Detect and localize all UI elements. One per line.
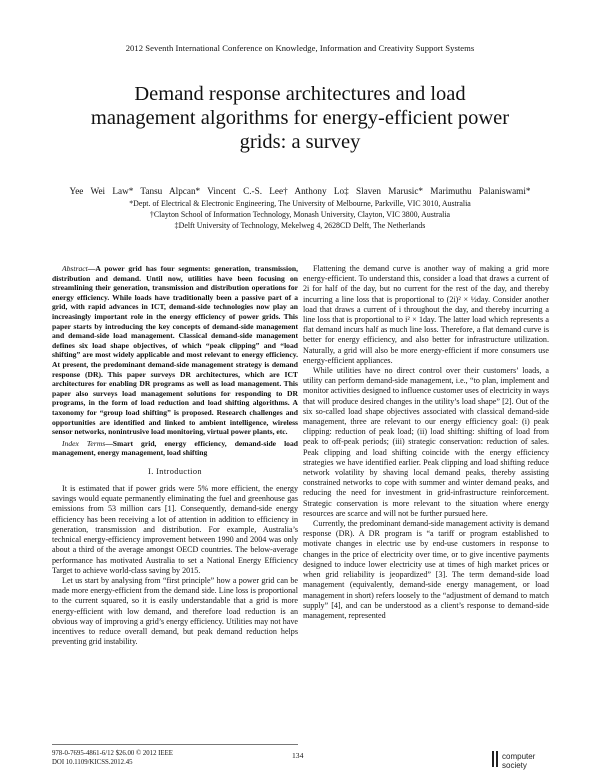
abstract xyxy=(52,264,298,437)
abstract-text: —A power grid has four segments: generation, transmission, distribution and demand. Until now, utilities have been focusing on streamlining their generation, transmission and distribution operations for energy efficiency. While loads have traditionally been a passive part of a grid, with rapid advances in ICT, demand-side technologies now play an increasingly important role in the energy efficiency of power grids. This paper starts by introducing the key concepts of demand-side management and demand-side load management. Classical demand-side management defines six load shape objectives, of which “peak clipping” and “load shifting” are most widely applicable and most relevant to energy efficiency. At present, the predominant demand-side management strategy is demand response (DR). This paper surveys DR architectures, which are ICT architectures for enabling DR programs as well as load management. This paper also surveys load management solutions for responding to DR programs, in the form of load reduction and load shifting algorithms. A taxonomy for “group load shifting” is proposed. Research challenges and opportunities are identified and linked to ambient intelligence, wireless sensor networks, nonintrusive load monitoring, virtual power plants, etc. xyxy=(52,264,298,437)
paper-title xyxy=(40,82,560,154)
conference-header: 2012 Seventh International Conference on Knowledge, Information and Creativity Support Systems xyxy=(125,43,475,53)
body-paragraph: Currently, the predominant demand-side management activity is demand response (DR). A DR program is “a tariff or program established to motivate changes in electric use by end-use customers in response to changes in the price of electricity over time, or to give incentive payments designed to induce lower electricity use at times of high market prices or when grid reliability is jeopardized” [3]. The term demand-side load management (equivalently, demand-side energy management, or load management in short) refers loosely to the “adjustment of demand to match supply” [4], and can be understood as a client’s response to demand-side management, represented xyxy=(303,519,549,620)
logo-bar xyxy=(492,751,494,767)
abstract-label: Abstract xyxy=(62,264,88,273)
right-column xyxy=(303,264,549,621)
logo-text-bottom: society xyxy=(502,761,527,770)
footer-rule xyxy=(52,744,298,745)
index-terms-label: Index Terms xyxy=(62,438,106,448)
logo-bar xyxy=(496,751,498,767)
body-paragraph: While utilities have no direct control over their customers’ loads, a utility can perform demand-side management, i.e., “to plan, implement and monitor activities designed to influence customer uses of electricity in ways that will produce desired changes in the utility’s load shape” [2]. Out of the six so-called load shape objectives associated with classical demand-side management, three are relevant to our energy efficiency goal: (i) peak clipping: reduction of peak load; (ii) load shifting: shifting of load from peak to off-peak periods; (iii) strategic conservation: reduction of sales. Peak clipping and load shifting coincide with the energy efficiency strategies we have identified earlier. Peak clipping and load shifting reduce network volatility by shaving local demand peaks, thereby assisting constrained networks to cope with summer and winter demand peaks, and reducing the need for investment in grid-infrastructure reinforcement. Strategic conservation is more relevant to the situation where energy resources are scarce and will not be further pursued here. xyxy=(303,366,549,518)
copyright-line: 978-0-7695-4861-6/12 $26.00 © 2012 IEEE xyxy=(52,750,173,757)
affiliation: *Dept. of Electrical & Electronic Engineering, The University of Melbourne, Parkville, VIC 3010, Australia xyxy=(129,199,471,208)
affiliation: †Clayton School of Information Technology, Monash University, Clayton, VIC 3800, Australia xyxy=(149,210,451,219)
index-terms-text: —Smart grid, energy efficiency, demand-side load management, energy management, load shifting xyxy=(52,438,298,458)
page-number: 134 xyxy=(292,751,304,760)
author-list: Yee Wei Law* Tansu Alpcan* Vincent C.-S. Lee† Anthony Lo‡ Slaven Marusic* Marimuthu Palaniswami* xyxy=(69,186,531,196)
computer-society-logo xyxy=(492,748,552,772)
left-column xyxy=(52,264,298,647)
logo-text-top: computer xyxy=(502,752,536,761)
title-line: grids: a survey xyxy=(239,131,361,153)
index-terms xyxy=(52,439,298,458)
doi-line: DOI 10.1109/KICSS.2012.45 xyxy=(52,759,133,766)
title-line: management algorithms for energy-efficient power xyxy=(90,107,510,129)
title-line: Demand response architectures and load xyxy=(134,83,466,105)
body-paragraph: Flattening the demand curve is another way of making a grid more energy-efficient. To understand this, consider a load that draws a current of 2i for half of the day, but no current for the rest of the day, and thereby incurring a line loss that is proportional to (2i)² × ½day. Consider another load that draws a current of i throughout the day, and thereby incurring a line loss that is proportional to i² × 1day. The latter load which represents a flat demand incurs half as much line loss. Therefore, a flat demand curve is better for energy efficiency, and also better for infrastructure utilization. Naturally, a grid will also be more energy-efficient if more consumers use energy-efficient appliances. xyxy=(303,264,549,365)
body-paragraph: Let us start by analysing from “first principle” how a power grid can be made more energy-efficient from the demand side. Line loss is proportional to the current squared, so it is easily understandable that a grid is more energy-efficient with low demand, and therefore load reduction is an obvious way of improving a grid’s energy efficiency. Utilities may not have incentives to reduce overall demand, but peak demand reduction helps preventing grid instability. xyxy=(52,575,298,647)
body-paragraph: It is estimated that if power grids were 5% more efficient, the energy savings would equate permanently eliminating the fuel and greenhouse gas emissions from 53 million cars [1]. Consequently, demand-side energy efficiency has been receiving a lot of attention in addition to efficiency in generation, transmission and distribution. For example, Australia’s technical energy-efficiency improvement between 1990 and 2004 was only about a third of the average amongst OECD countries. The below-average performance has motivated Australia to set a National Energy Efficiency Target to achieve world-class saving by 2015. xyxy=(52,484,298,575)
section-heading: I. Introduction xyxy=(148,466,202,476)
affiliation: ‡Delft University of Technology, Mekelweg 4, 2628CD Delft, The Netherlands xyxy=(174,221,426,230)
